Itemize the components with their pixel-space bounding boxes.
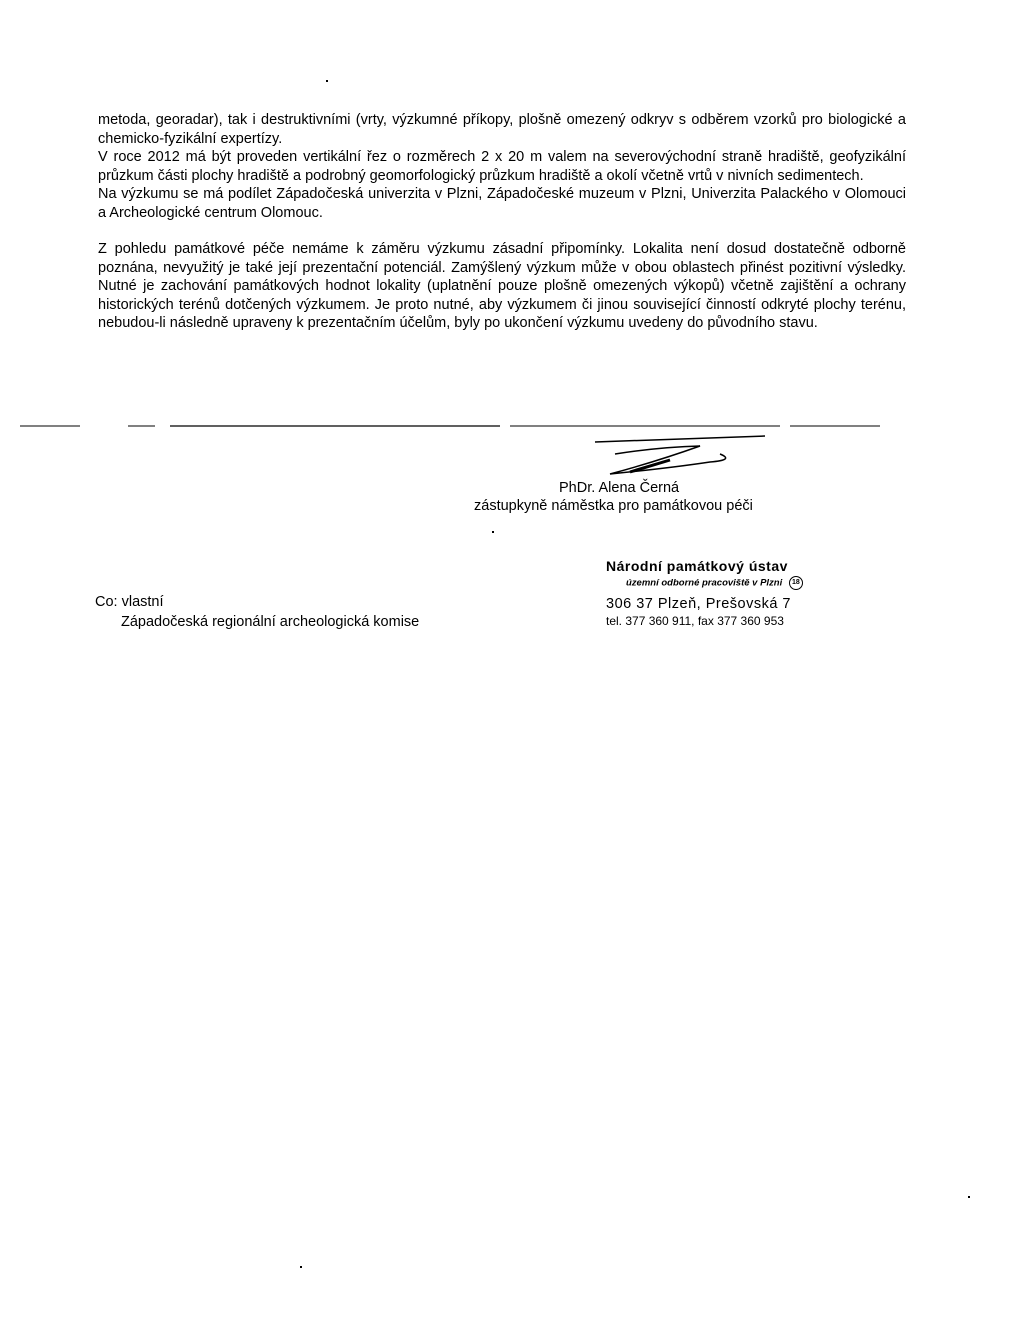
- signer-name: PhDr. Alena Černá: [559, 480, 680, 496]
- paragraph-conclusion: Z pohledu památkové péče nemáme k záměru výzkumu zásadní připomínky. Lokalita není dosud dostatečně odborně poznána, nevyužitý je také její prezentační potenciál. Zamýšlený výzkum může v obou oblastech přinést pozitivní výsledky. Nutné je zachování památkových hodnot lokality (uplatnění pouze plošně omezených výkopů) včetně zajištění a ochrany historických terénů dotčených výzkumem. Je proto nutné, aby výzkumem či jinou související činností odkryté plochy terénu, nebudou-li následně upraveny k prezentačním účelům, byly po ukončení výzkumu uvedeny do původního stavu.: [98, 241, 906, 331]
- paragraph-methods: metoda, georadar), tak i destruktivními (vrty, výzkumné příkopy, plošně omezený odkryv s odběrem vzorků pro biologické a chemicko-fyzikální expertízy.: [98, 112, 906, 147]
- stamp-phone: tel. 377 360 911, fax 377 360 953: [606, 614, 784, 628]
- separator-line: [20, 424, 880, 428]
- paragraph-participants: Na výzkumu se má podílet Západočeská univerzita v Plzni, Západočeské muzeum v Plzni, Univerzita Palackého v Olomouci a Archeologické centrum Olomouc.: [98, 186, 906, 221]
- stamp-department: [606, 576, 803, 590]
- copies-label: Co: vlastní: [95, 594, 164, 610]
- letter-body: [98, 111, 906, 333]
- stamp-badge: 18: [789, 576, 803, 590]
- scan-speck: [300, 1266, 302, 1268]
- scan-speck: [492, 531, 494, 533]
- paragraph-2012-plan: V roce 2012 má být proveden vertikální řez o rozměrech 2 x 20 m valem na severovýchodní straně hradiště, geofyzikální průzkum části plochy hradiště a podrobný geomorfologický průzkum hradiště a okolí včetně vrtů v nivních sedimentech.: [98, 149, 906, 184]
- scan-speck: [326, 80, 328, 82]
- copies-block: [95, 592, 419, 632]
- stamp-institution: Národní památkový ústav: [606, 558, 788, 574]
- signer-role: zástupkyně náměstka pro památkovou péči: [474, 498, 753, 514]
- institution-stamp: [606, 558, 803, 628]
- scan-speck: [968, 1196, 970, 1198]
- copies-recipient: Západočeská regionální archeologická komise: [121, 614, 420, 630]
- stamp-address: 306 37 Plzeň, Prešovská 7: [606, 596, 791, 612]
- stamp-department-label: územní odborné pracoviště v Plzni: [626, 577, 783, 589]
